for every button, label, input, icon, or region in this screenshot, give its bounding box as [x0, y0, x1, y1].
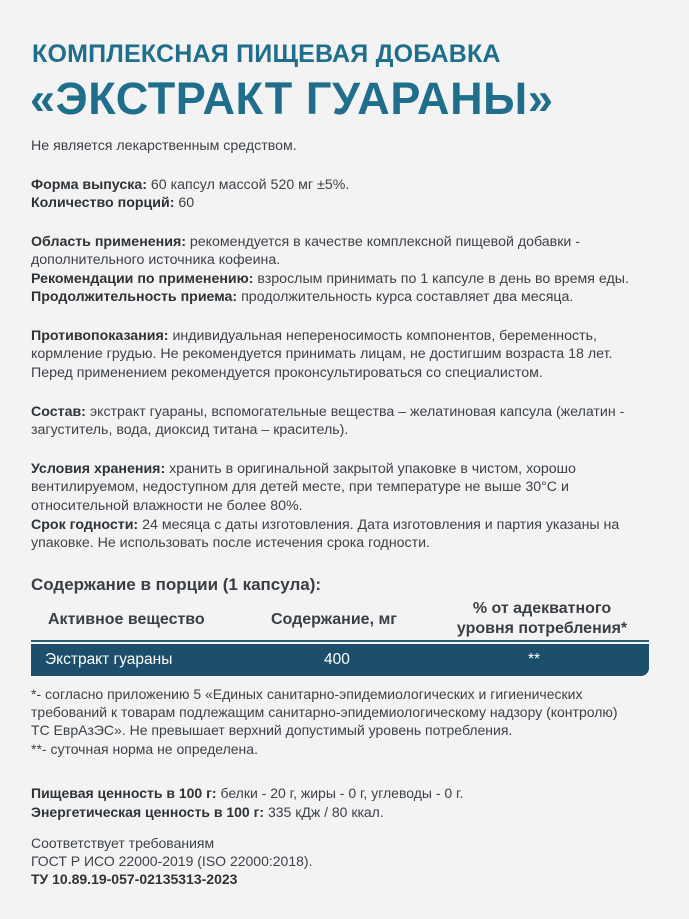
shelf-value: 24 месяца с даты изготовления. Дата изготовления и партия указаны на [138, 517, 620, 533]
shelf-label: Срок годности: [31, 517, 139, 533]
storage-value: хранить в оригинальной закрытой упаковке в чистом, хорошо [165, 461, 576, 477]
table-cell-percent: ** [528, 651, 541, 668]
composition-value: экстракт гуараны, вспомогательные вещества – желатиновая капсула (желатин - [85, 404, 625, 420]
portion-table-title: Содержание в порции (1 капсула): [31, 575, 322, 594]
contra-value: индивидуальная непереносимость компонентов, беременность, [168, 328, 597, 344]
form-label: Форма выпуска: [31, 177, 147, 193]
storage-line [31, 460, 661, 479]
table-divider [31, 640, 649, 642]
shelf-line [31, 516, 661, 535]
usage-label: Область применения: [31, 234, 186, 250]
recommend-value: взрослым принимать по 1 капсуле в день во время еды. [253, 271, 629, 287]
footnote-line-2: требований к товарам подлежащим санитарно-эпидемиологическому надзору (контролю) [31, 704, 618, 720]
usage-value: рекомендуется в качестве комплексной пищевой добавки - [185, 234, 581, 250]
storage-line-3: относительной влажности не более 80%. [31, 498, 303, 514]
form-value: 60 капсул массой 520 мг ±5%. [146, 177, 350, 193]
footnote-line-1: *- согласно приложению 5 «Единых санитарно-эпидемиологических и гигиенических [31, 686, 583, 702]
storage-label: Условия хранения: [31, 461, 166, 477]
portions-value: 60 [174, 195, 195, 211]
tu-code: ТУ 10.89.19-057-02135313-2023 [31, 871, 238, 887]
portions-line [31, 194, 661, 213]
contra-label: Противопоказания: [31, 328, 169, 344]
table-header-percent-line1: % от адекватного [472, 600, 612, 617]
footnote-line-4: **- суточная норма не определена. [31, 741, 258, 757]
contra-line [31, 327, 661, 346]
composition-label: Состав: [31, 404, 86, 420]
product-name-title: «ЭКСТРАКТ ГУАРАНЫ» [30, 73, 554, 124]
contra-line-2: кормление грудью. Не рекомендуется принимать лицам, не достигшим возраста 18 лет. [31, 346, 613, 362]
table-header-substance: Активное вещество [48, 611, 205, 628]
duration-value: продолжительность курса составляет два месяца. [237, 289, 574, 305]
recommend-label: Рекомендации по применению: [31, 271, 254, 287]
portions-label: Количество порций: [31, 195, 175, 211]
nutrition-label: Пищевая ценность в 100 г: [31, 785, 217, 801]
energy-value: 335 кДж / 80 ккал. [264, 804, 384, 820]
standards-line-1: Соответствует требованиям [31, 835, 215, 851]
nutrition-value: белки - 20 г, жиры - 0 г, углеводы - 0 г. [216, 785, 464, 801]
shelf-line-2: упаковке. Не использовать после истечения срока годности. [31, 535, 431, 551]
table-header-amount: Содержание, мг [271, 611, 397, 628]
usage-line-2: дополнительного источника кофеина. [31, 252, 281, 268]
table-header-percent [437, 599, 647, 639]
energy-label: Энергетическая ценность в 100 г: [31, 804, 265, 820]
duration-line [31, 288, 661, 307]
table-cell-substance: Экстракт гуараны [45, 651, 173, 668]
duration-label: Продолжительность приема: [31, 289, 238, 305]
composition-line [31, 403, 661, 422]
table-cell-amount: 400 [324, 651, 350, 668]
composition-line-2: загуститель, вода, диоксид титана – краситель). [31, 422, 349, 438]
table-header-percent-line2: уровня потребления* [456, 620, 628, 637]
product-category-title: КОМПЛЕКСНАЯ ПИЩЕВАЯ ДОБАВКА [32, 40, 501, 68]
contra-line-3: Перед применением рекомендуется проконсультироваться со специалистом. [31, 365, 543, 381]
form-line [31, 176, 661, 195]
tu-line [31, 870, 661, 889]
intro-text: Не является лекарственным средством. [31, 138, 297, 154]
footnote-line-3: ТС ЕврАзЭС». Не превышает верхний допустимый уровень потребления. [31, 722, 513, 738]
standards-line-2: ГОСТ Р ИСО 22000-2019 (ISO 22000:2018). [31, 853, 313, 869]
usage-line [31, 233, 661, 252]
storage-line-2: вентилируемом, недоступном для детей месте, при температуре не выше 30°С и [31, 479, 569, 495]
nutrition-line [31, 784, 661, 803]
recommend-line [31, 270, 661, 289]
energy-line [31, 803, 661, 822]
